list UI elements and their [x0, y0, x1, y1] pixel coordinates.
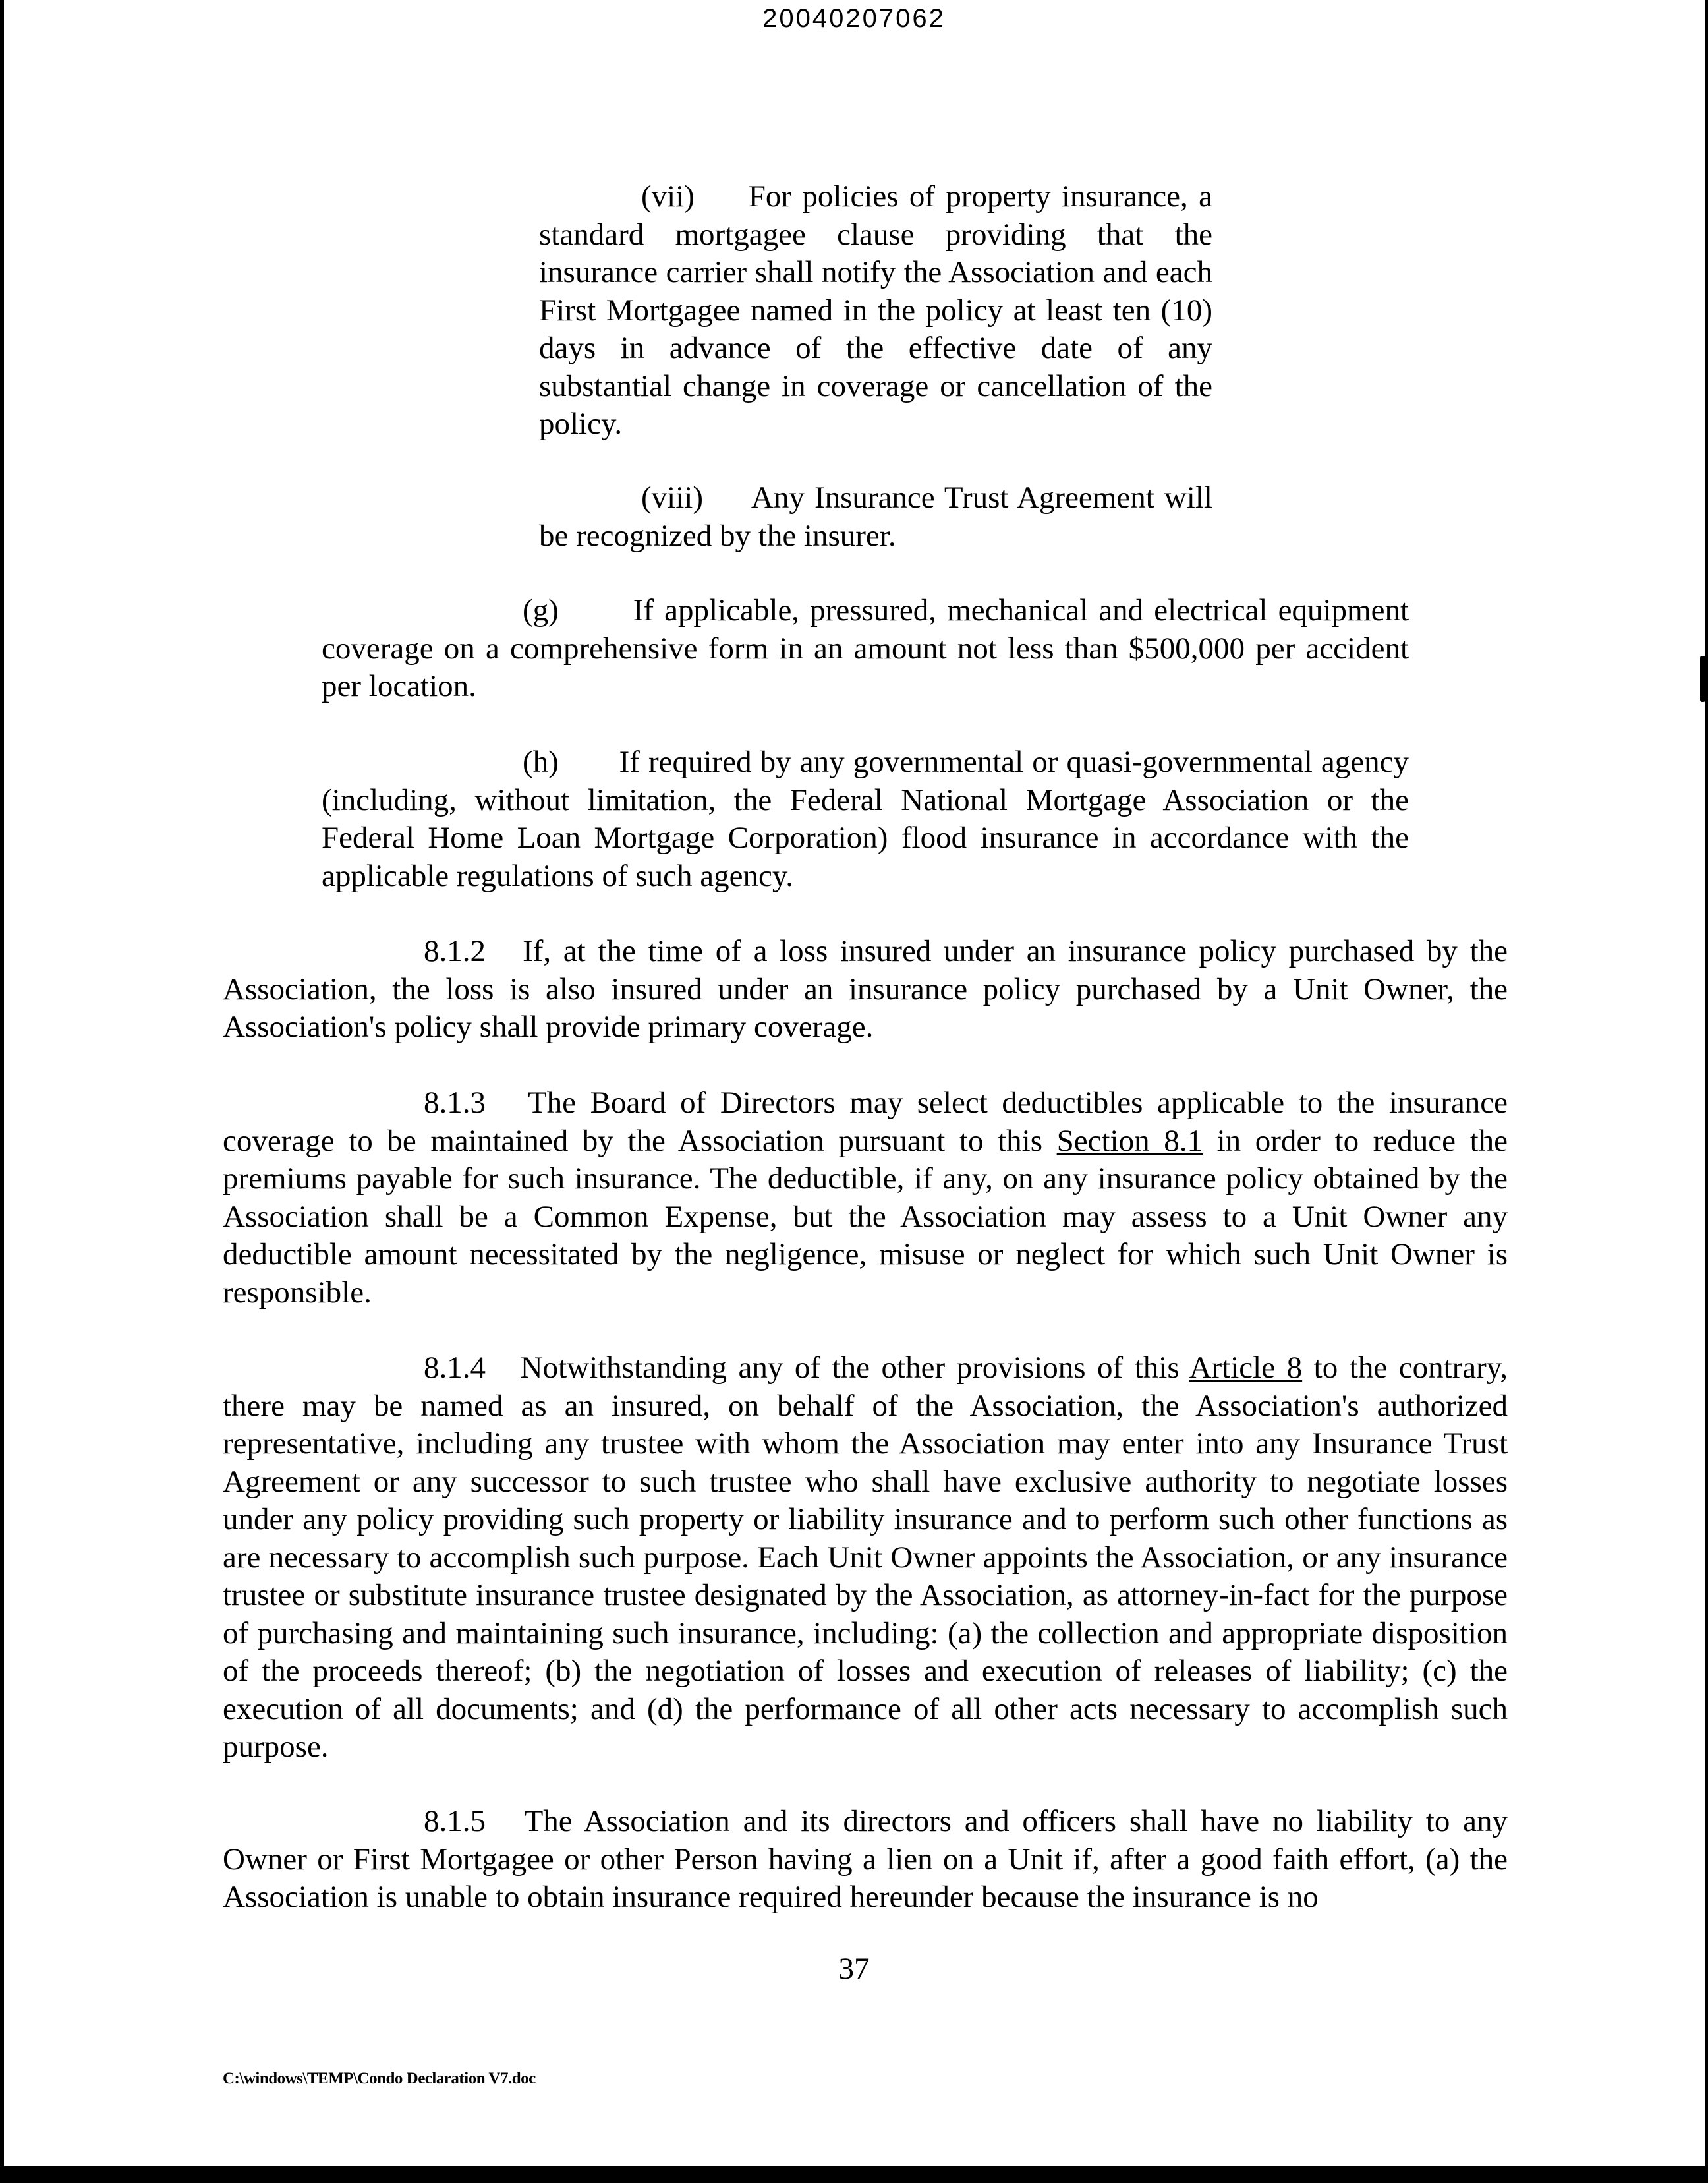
- section-text-continued: to the contrary, there may be named as an insured, on behalf of the Association, the Association's authorized representative, including any trustee with whom the Association may enter into any Insurance Trust Agreement or any successor to such trustee who shall have exclusive authority to negotiate losses under any policy providing such property or liability insurance and to perform such other functions as are necessary to accomplish such purpose. Each Unit Owner appoints the Association, or any insurance trustee or substitute insurance trustee designated by the Association, as attorney-in-fact for the purpose of purchasing and maintaining such insurance, including: (a) the collection and appropriate disposition of the proceeds thereof; (b) the negotiation of losses and execution of releases of liability; (c) the execution of all documents; and (d) the performance of all other acts necessary to accomplish such purpose.: [223, 1351, 1508, 1764]
- section-number: 8.1.3: [424, 1086, 486, 1120]
- section-text-continued: in order to reduce the premiums payable for such insurance. The deductible, if any, on any insurance policy obtained by the Association shall be a Common Expense, but the Association may assess to a Unit Owner any deductible amount necessitated by the negligence, misuse or neglect for which such Unit Owner is responsible.: [223, 1123, 1508, 1310]
- clause-text: For policies of property insurance, a standard mortgagee clause providing that the insurance carrier shall notify the Association and each First Mortgagee named in the policy at least ten (10) days in advance of the effective date of any substantial change in coverage or cancellation of the policy.: [539, 179, 1212, 441]
- section-number: 8.1.5: [424, 1804, 486, 1838]
- clause-text: If applicable, pressured, mechanical and electrical equipment coverage on a comprehensive form in an amount not less than $500,000 per accident per location.: [322, 593, 1409, 703]
- section-text: The Association and its directors and officers shall have no liability to any Owner or First Mortgagee or other Person having a lien on a Unit if, after a good faith effort, (a) the Association is unable to obtain insurance required hereunder because the insurance is no: [223, 1804, 1508, 1914]
- section-reference-link: Section 8.1: [1056, 1123, 1203, 1158]
- file-path: C:\windows\TEMP\Condo Declaration V7.doc: [223, 2070, 536, 2087]
- clause-label: (vii): [641, 179, 695, 214]
- clause-text: Any Insurance Trust Agreement will be recognized by the insurer.: [539, 480, 1212, 553]
- section-text: The Board of Directors may select deductibles applicable to the insurance coverage to be maintained by the Association pursuant to this: [223, 1086, 1508, 1158]
- clause-vii: [539, 178, 1212, 444]
- clause-h: [322, 743, 1409, 895]
- clause-text: If required by any governmental or quasi-governmental agency (including, without limitation, the Federal National Mortgage Association or the Federal Home Loan Mortgage Corporation) flood insurance in accordance with the applicable regulations of such agency.: [322, 745, 1409, 893]
- section-8-1-5: [223, 1803, 1508, 1917]
- clause-viii: [539, 479, 1212, 555]
- scan-mark: [1700, 656, 1705, 702]
- section-text: If, at the time of a loss insured under an insurance policy purchased by the Association, the loss is also insured under an insurance policy purchased by a Unit Owner, the Association's policy shall provide primary coverage.: [223, 934, 1508, 1044]
- clause-label: (h): [523, 745, 559, 779]
- article-reference-link: Article 8: [1189, 1351, 1303, 1385]
- page-number: 37: [838, 1952, 870, 1986]
- clause-g: [322, 592, 1409, 706]
- recording-number: 20040207062: [762, 4, 946, 33]
- section-8-1-4: [223, 1349, 1508, 1766]
- section-text: Notwithstanding any of the other provisions of this: [520, 1351, 1180, 1385]
- section-8-1-3: [223, 1084, 1508, 1312]
- section-8-1-2: [223, 933, 1508, 1047]
- section-number: 8.1.2: [424, 934, 486, 968]
- clause-label: (viii): [641, 480, 703, 515]
- section-number: 8.1.4: [424, 1351, 486, 1385]
- clause-label: (g): [523, 593, 559, 627]
